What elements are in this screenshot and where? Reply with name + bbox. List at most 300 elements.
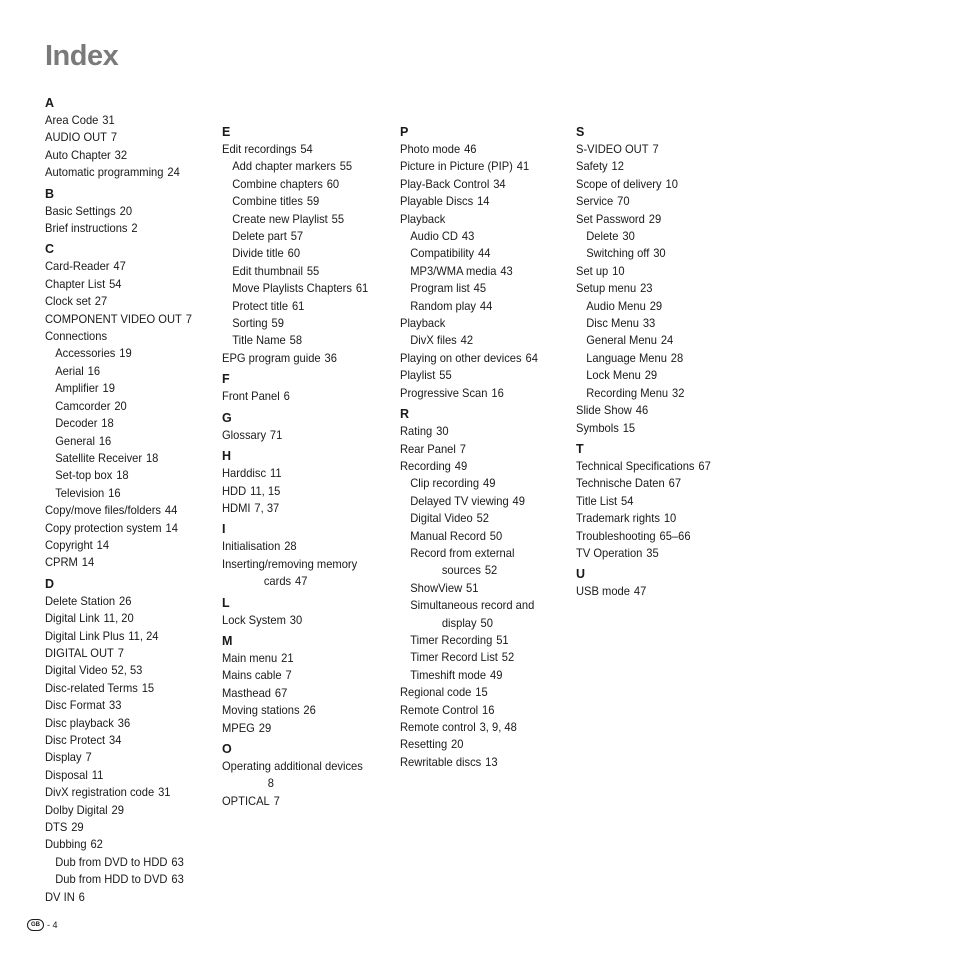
entry-page-ref: 14 — [96, 537, 110, 552]
entry-term: Scope of delivery — [576, 176, 662, 191]
index-subentry — [400, 475, 560, 492]
index-subentry — [400, 263, 560, 280]
entry-term: Satellite Receiver — [55, 450, 143, 465]
index-entry — [576, 493, 736, 510]
index-subentry — [576, 245, 736, 262]
entry-page-ref: 30 — [653, 246, 666, 261]
entry-page-ref: 67 — [274, 685, 288, 700]
index-entry — [222, 685, 382, 702]
page-footer — [27, 919, 58, 931]
entry-page-ref: 54 — [621, 493, 634, 508]
index-entry — [576, 458, 736, 475]
section-letter: I — [222, 522, 226, 537]
entry-term: Edit recordings — [222, 142, 297, 156]
index-entry — [400, 315, 560, 332]
index-entry — [45, 220, 205, 237]
index-subentry — [576, 298, 736, 315]
entry-page-ref: 32 — [114, 147, 128, 162]
entry-page-ref: 64 — [525, 350, 538, 365]
index-entry — [45, 819, 205, 836]
entry-page-ref: 7 — [652, 142, 659, 156]
index-entry — [576, 583, 736, 600]
country-badge: GB — [27, 919, 44, 931]
entry-term: Copyright — [45, 537, 93, 552]
index-subentry — [400, 510, 560, 527]
entry-page-ref: 29 — [71, 820, 84, 835]
entry-page-ref: 11, 15 — [250, 483, 281, 498]
entry-term: Delete Station — [45, 593, 116, 608]
entry-page-ref: 65–66 — [659, 528, 691, 543]
index-entry — [45, 784, 205, 801]
index-entry — [222, 141, 382, 158]
entry-page-ref: 20 — [451, 737, 464, 752]
index-entry — [400, 350, 560, 367]
entry-term: Lock Menu — [586, 368, 641, 383]
section-letter: D — [45, 576, 55, 591]
index-entry — [45, 697, 205, 714]
entry-page-ref: 34 — [109, 733, 122, 747]
entry-term: Playback — [400, 211, 446, 226]
entry-page-ref: 14 — [81, 555, 95, 570]
entry-page-ref: 8 — [267, 776, 274, 791]
entry-page-ref: 10 — [665, 176, 678, 191]
section-letter: A — [45, 96, 55, 110]
index-entry-continuation — [400, 562, 560, 579]
entry-page-ref: 3, 9, 48 — [479, 720, 517, 734]
index-entry — [45, 767, 205, 784]
section-letter: T — [576, 441, 584, 456]
entry-term: Troubleshooting — [576, 528, 656, 543]
index-subentry — [576, 332, 736, 349]
entry-term: CPRM — [45, 555, 78, 570]
index-entry — [45, 836, 205, 853]
index-entry — [222, 720, 382, 737]
entry-page-ref: 49 — [490, 667, 503, 682]
entry-page-ref: 63 — [171, 872, 184, 887]
entry-page-ref: 33 — [642, 316, 656, 331]
entry-page-ref: 41 — [516, 159, 530, 174]
entry-term: Set Password — [576, 211, 645, 226]
index-subentry — [45, 854, 205, 871]
section-letter: L — [222, 595, 230, 610]
entry-page-ref: 30 — [289, 612, 303, 627]
entry-term: Technical Specifications — [576, 458, 695, 473]
entry-term: MP3/WMA media — [410, 263, 497, 278]
index-entry — [45, 129, 205, 146]
entry-page-ref: 7 — [110, 130, 118, 145]
index-subentry — [45, 433, 205, 450]
entry-term: Area Code — [45, 113, 99, 127]
index-entry — [45, 802, 205, 819]
index-subentry — [222, 245, 382, 262]
entry-page-ref: 29 — [644, 368, 658, 383]
entry-term: Playing on other devices — [400, 350, 522, 365]
index-subentry — [400, 545, 560, 562]
entry-term: Digital Video — [45, 663, 108, 678]
entry-page-ref: 49 — [454, 458, 468, 473]
entry-page-ref: 31 — [158, 785, 171, 800]
entry-page-ref: 14 — [165, 520, 178, 535]
entry-term: Camcorder — [55, 398, 111, 413]
entry-term: Basic Settings — [45, 203, 116, 218]
entry-page-ref: 50 — [489, 528, 503, 543]
index-subentry — [400, 228, 560, 245]
entry-page-ref: 35 — [646, 545, 659, 560]
page-number: - 4 — [47, 920, 58, 930]
entry-term: Delete — [586, 229, 619, 244]
index-entry — [45, 502, 205, 519]
index-subentry — [222, 332, 382, 349]
entry-term: Rewritable discs — [400, 754, 482, 769]
index-entry — [45, 889, 205, 906]
index-subentry — [222, 211, 382, 228]
entry-page-ref: 11, 20 — [103, 611, 134, 626]
section-letter: B — [45, 186, 55, 201]
section-letter: S — [576, 125, 585, 139]
entry-page-ref: 45 — [473, 281, 487, 296]
entry-term: Sorting — [232, 316, 268, 331]
entry-page-ref: 21 — [281, 650, 294, 665]
entry-page-ref: 28 — [284, 539, 297, 554]
entry-page-ref: 28 — [670, 350, 684, 365]
index-subentry — [400, 649, 560, 666]
entry-page-ref: 26 — [303, 703, 316, 718]
index-entry — [400, 684, 560, 701]
entry-page-ref: 52 — [476, 511, 490, 526]
entry-page-ref: 31 — [102, 113, 115, 127]
entry-term: ShowView — [410, 580, 463, 595]
index-entry — [222, 556, 382, 573]
entry-page-ref: 36 — [117, 715, 131, 730]
entry-term: EPG program guide — [222, 350, 321, 365]
index-column-2 — [222, 124, 394, 810]
entry-term: Rating — [400, 424, 433, 439]
entry-term: Edit thumbnail — [232, 263, 303, 278]
entry-term: Copy/move files/folders — [45, 503, 161, 518]
index-entry — [222, 667, 382, 684]
entry-page-ref: 44 — [479, 298, 493, 313]
entry-term: Delete part — [232, 229, 287, 244]
entry-term: Front Panel — [222, 389, 280, 404]
entry-term: Compatibility — [410, 246, 475, 261]
entry-term: Remote control — [400, 720, 476, 734]
index-subentry — [45, 871, 205, 888]
section-letter: M — [222, 633, 233, 648]
index-entry — [45, 628, 205, 645]
entry-term: MPEG — [222, 720, 255, 735]
entry-page-ref: 52, 53 — [111, 663, 143, 678]
entry-page-ref: 52 — [501, 650, 515, 665]
entry-term: Disc Protect — [45, 733, 106, 747]
entry-term: Recording Menu — [586, 385, 669, 400]
index-entry — [222, 702, 382, 719]
entry-page-ref: 29 — [648, 211, 662, 226]
index-entry — [45, 328, 205, 345]
entry-term: S-VIDEO OUT — [576, 142, 649, 156]
entry-term: Disc Menu — [586, 316, 639, 331]
entry-page-ref: 18 — [145, 450, 159, 465]
entry-term: sources — [441, 563, 481, 578]
index-entry — [222, 538, 382, 555]
index-entry — [45, 732, 205, 749]
index-entry — [400, 736, 560, 753]
entry-page-ref: 20 — [119, 203, 133, 218]
index-entry — [400, 754, 560, 771]
entry-term: Title List — [576, 493, 618, 508]
entry-term: TV Operation — [576, 545, 643, 560]
entry-term: COMPONENT VIDEO OUT — [45, 311, 182, 326]
entry-page-ref: 24 — [167, 165, 180, 180]
index-entry — [400, 141, 560, 158]
entry-term: Play-Back Control — [400, 176, 490, 191]
index-entry — [576, 510, 736, 527]
index-entry — [400, 176, 560, 193]
entry-term: Timeshift mode — [410, 667, 487, 682]
index-entry — [222, 465, 382, 482]
index-subentry — [222, 315, 382, 332]
section-letter: C — [45, 242, 55, 257]
index-subentry — [45, 363, 205, 380]
index-entry — [576, 528, 736, 545]
index-entry — [576, 475, 736, 492]
entry-term: Dolby Digital — [45, 802, 108, 817]
entry-term: Rear Panel — [400, 441, 456, 456]
entry-term: Audio CD — [410, 229, 458, 244]
index-entry — [45, 537, 205, 554]
entry-term: Resetting — [400, 737, 448, 752]
entry-page-ref: 43 — [500, 263, 513, 278]
index-entry — [576, 176, 736, 193]
index-subentry — [222, 176, 382, 193]
entry-page-ref: 16 — [98, 433, 112, 448]
entry-page-ref: 19 — [102, 381, 115, 396]
entry-term: Simultaneous record and — [410, 598, 535, 613]
entry-term: Disc-related Terms — [45, 680, 138, 695]
entry-term: Move Playlists Chapters — [232, 281, 352, 296]
entry-term: Clock set — [45, 294, 91, 309]
index-entry — [45, 112, 205, 129]
index-entry — [45, 311, 205, 328]
entry-page-ref: 51 — [496, 632, 509, 647]
entry-page-ref: 16 — [482, 702, 495, 717]
entry-page-ref: 11, 24 — [128, 628, 159, 643]
entry-term: Auto Chapter — [45, 147, 111, 162]
index-subentry — [222, 263, 382, 280]
entry-term: Dubbing — [45, 837, 87, 852]
entry-term: Clip recording — [410, 476, 480, 491]
entry-term: Photo mode — [400, 142, 461, 156]
entry-term: DivX files — [410, 333, 457, 348]
entry-page-ref: 70 — [617, 194, 630, 209]
index-entry — [222, 793, 382, 810]
entry-page-ref: 54 — [109, 276, 122, 291]
index-entry — [45, 147, 205, 164]
entry-term: OPTICAL — [222, 793, 270, 808]
index-subentry — [576, 228, 736, 245]
index-subentry — [576, 385, 736, 402]
entry-term: Digital Link Plus — [45, 628, 125, 643]
index-subentry — [576, 315, 736, 332]
entry-page-ref: 32 — [672, 385, 685, 400]
index-subentry — [400, 332, 560, 349]
index-subentry — [222, 158, 382, 175]
index-entry — [45, 203, 205, 220]
index-entry — [576, 141, 736, 158]
entry-page-ref: 29 — [111, 802, 124, 817]
entry-page-ref: 19 — [119, 346, 132, 361]
entry-page-ref: 47 — [113, 259, 126, 274]
section-letter: H — [222, 449, 232, 464]
index-subentry — [45, 380, 205, 397]
index-subentry — [400, 597, 560, 614]
entry-term: Chapter List — [45, 276, 106, 291]
index-entry — [576, 211, 736, 228]
entry-term: Moving stations — [222, 703, 300, 718]
entry-page-ref: 7 — [117, 645, 124, 660]
entry-page-ref: 55 — [331, 211, 345, 226]
index-column-1 — [45, 95, 217, 906]
entry-page-ref: 23 — [640, 281, 653, 296]
index-column-4 — [576, 124, 748, 601]
entry-page-ref: 30 — [622, 229, 635, 244]
entry-page-ref: 44 — [478, 246, 491, 261]
entry-page-ref: 6 — [283, 389, 290, 404]
entry-term: Digital Video — [410, 511, 473, 526]
entry-term: Set up — [576, 263, 609, 278]
entry-term: Title Name — [232, 333, 286, 348]
index-entry — [400, 158, 560, 175]
entry-term: Symbols — [576, 420, 619, 435]
index-entry — [45, 662, 205, 679]
entry-page-ref: 11 — [269, 466, 282, 481]
entry-page-ref: 30 — [436, 424, 449, 439]
entry-term: Brief instructions — [45, 221, 128, 236]
entry-term: HDMI — [222, 500, 251, 515]
entry-term: DV IN — [45, 889, 75, 904]
entry-term: General — [55, 433, 95, 448]
index-entry — [222, 427, 382, 444]
page-title: Index — [45, 40, 119, 72]
index-column-3 — [400, 124, 572, 771]
index-entry — [45, 293, 205, 310]
entry-term: Manual Record — [410, 528, 486, 543]
entry-term: Remote Control — [400, 702, 479, 717]
entry-term: Harddisc — [222, 466, 267, 481]
entry-page-ref: 10 — [663, 511, 677, 526]
index-entry — [45, 749, 205, 766]
entry-page-ref: 47 — [633, 584, 647, 599]
entry-page-ref: 10 — [612, 263, 625, 278]
entry-term: Dub from DVD to HDD — [55, 854, 168, 869]
entry-page-ref: 55 — [306, 263, 320, 278]
entry-term: Glossary — [222, 427, 267, 442]
entry-term: Set-top box — [55, 468, 113, 483]
entry-page-ref: 51 — [466, 580, 479, 595]
index-entry — [400, 211, 560, 228]
index-subentry — [400, 493, 560, 510]
entry-term: Inserting/removing memory — [222, 556, 358, 571]
section-letter: R — [400, 407, 410, 422]
entry-page-ref: 15 — [622, 420, 636, 435]
index-entry — [222, 500, 382, 517]
index-entry — [222, 350, 382, 367]
entry-page-ref: 20 — [114, 398, 127, 413]
index-entry — [576, 193, 736, 210]
entry-page-ref: 54 — [300, 142, 313, 156]
entry-page-ref: 2 — [131, 221, 138, 236]
entry-page-ref: 18 — [101, 416, 114, 431]
entry-term: Technische Daten — [576, 476, 665, 491]
index-entry — [222, 388, 382, 405]
entry-term: Safety — [576, 159, 608, 174]
entry-term: DivX registration code — [45, 785, 155, 800]
entry-page-ref: 29 — [649, 298, 663, 313]
index-entry — [45, 276, 205, 293]
entry-page-ref: 14 — [477, 194, 490, 209]
entry-term: Playable Discs — [400, 194, 474, 209]
entry-term: Audio Menu — [586, 298, 646, 313]
entry-page-ref: 47 — [295, 574, 308, 589]
entry-term: Mains cable — [222, 668, 282, 683]
entry-term: Masthead — [222, 685, 272, 700]
entry-page-ref: 46 — [464, 142, 477, 156]
entry-term: Create new Playlist — [232, 211, 328, 226]
entry-term: Aerial — [55, 363, 84, 378]
entry-term: Trademark rights — [576, 511, 660, 526]
index-entry — [222, 758, 382, 775]
entry-term: Record from external — [410, 545, 515, 560]
index-entry — [400, 193, 560, 210]
entry-page-ref: 24 — [660, 333, 674, 348]
entry-page-ref: 52 — [484, 563, 498, 578]
index-subentry — [400, 632, 560, 649]
entry-page-ref: 55 — [339, 159, 353, 174]
section-letter: O — [222, 741, 232, 756]
index-subentry — [222, 193, 382, 210]
entry-page-ref: 7 — [273, 793, 280, 808]
index-entry — [45, 593, 205, 610]
index-entry — [222, 612, 382, 629]
entry-page-ref: 26 — [119, 593, 132, 608]
entry-term: Disc Format — [45, 698, 106, 713]
entry-term: Decoder — [55, 416, 98, 431]
section-letter: F — [222, 372, 230, 387]
entry-page-ref: 71 — [269, 427, 283, 442]
index-entry — [45, 164, 205, 181]
entry-page-ref: 62 — [90, 837, 103, 852]
entry-term: Picture in Picture (PIP) — [400, 159, 513, 174]
entry-term: Delayed TV viewing — [410, 493, 509, 508]
entry-page-ref: 57 — [290, 229, 304, 244]
entry-term: Setup menu — [576, 281, 637, 296]
index-entry — [576, 263, 736, 280]
index-entry — [400, 458, 560, 475]
index-entry — [576, 545, 736, 562]
entry-page-ref: 33 — [109, 698, 122, 713]
entry-page-ref: 59 — [271, 316, 284, 331]
index-subentry — [400, 298, 560, 315]
entry-term: Add chapter markers — [232, 159, 336, 174]
entry-term: Digital Link — [45, 611, 100, 626]
index-entry — [222, 650, 382, 667]
entry-page-ref: 27 — [94, 294, 108, 309]
index-subentry — [45, 450, 205, 467]
entry-term: Playback — [400, 316, 446, 331]
entry-page-ref: 16 — [108, 485, 121, 500]
entry-term: Random play — [410, 298, 476, 313]
entry-term: cards — [263, 574, 292, 589]
index-subentry — [222, 298, 382, 315]
